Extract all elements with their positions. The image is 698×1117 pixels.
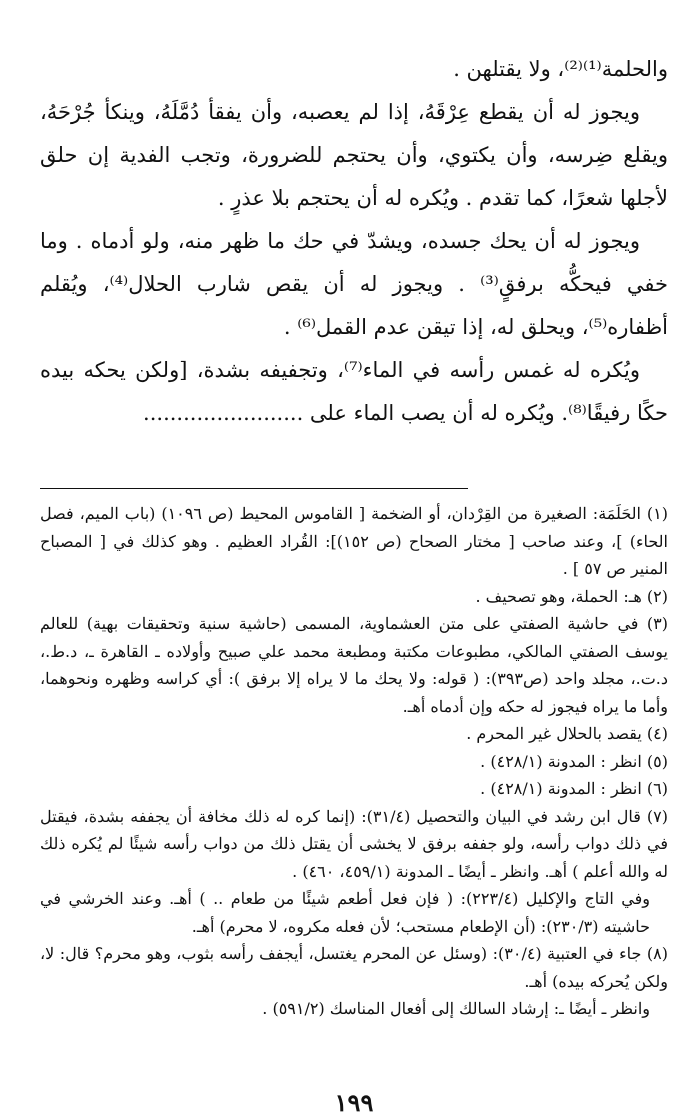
page-number: ١٩٩	[334, 1088, 374, 1117]
footnote-6: (٦) انظر : المدونة (٤٢٨/١) .	[480, 779, 668, 798]
footnote-separator	[40, 488, 468, 489]
footnote-3: (٣) في حاشية الصفتي على متن العشماوية، المسمى (حاشية سنية وتحقيقات بهية) للعالم يوسف الصفتي المالكي، مطبوعات مكتبة ومطبعة محمد علي صبيح وأولاده ـ القاهرة ـ، د.ط.، د.ت.، مجلد واحد (ص٣٩٣): ( قوله: ولا يحك ما لا يراه إلا برفق ): أي كراسه وظهره ونحوهما، وأما ما يراه فيجوز له حكه وإن أدماه أهـ.	[40, 614, 669, 716]
footnote-7: (٧) قال ابن رشد في البيان والتحصيل (٣١/٤): (إنما كره له ذلك مخافة أن يجففه بشدة، فيقتل في ذلك دواب رأسه، ولو جففه برفق لا يخشى أن يقتل ذلك من دواب رأسه شيئًا لم يُكره ذلك له والله أعلم ) أهـ. وانظر ـ أيضًا ـ المدونة (٤٥٩/١، ٤٦٠) .	[40, 806, 669, 881]
paragraph-1: والحلمة⁽¹⁾⁽²⁾، ولا يقتلهن .	[453, 57, 668, 81]
footnote-5: (٥) انظر : المدونة (٤٢٨/١) .	[480, 751, 668, 771]
paragraph-2: ويجوز له أن يقطع عِرْقَهُ، إذا لم يعصبه، وأن يفقأ دُمَّلَهُ، وينكأ جُرْحَهُ، ويقلع ضِرسه، وأن يكتوي، وأن يحتجم للضرورة، وتجب الفدية إن حلق لأجلها شعرًا، كما تقدم . ويُكره له أن يحتجم بلا عذرٍ .	[40, 100, 668, 210]
main-text	[40, 48, 668, 435]
footnote-7-continuation: وفي التاج والإكليل (٢٢٣/٤): ( فإن فعل أطعم شيئًا من طعام .. ) أهـ. وعند الخرشي في حاشيته (٢٣٠/٣): (أن الإطعام مستحب؛ لأن فعله مكروه، لا محرم) أهـ.	[40, 889, 651, 936]
paragraph-4: ويُكره له غمس رأسه في الماء⁽⁷⁾، وتجفيفه بشدة، [ولكن يحكه بيده حكًا رفيقًا⁽⁸⁾. ويُكره له أن يصب الماء على ........................	[40, 358, 668, 425]
footnote-4: (٤) يقصد بالحلال غير المحرم .	[466, 724, 668, 743]
footnote-8-continuation: وانظر ـ أيضًا ـ: إرشاد السالك إلى أفعال المناسك (٥٩١/٢) .	[262, 999, 650, 1018]
paragraph-3: ويجوز له أن يحك جسده، ويشدّ في حك ما ظهر منه، ولو أدماه . وما خفي فيحكُّه برفقٍ⁽³⁾ . ويجوز له أن يقص شارب الحلال⁽⁴⁾، ويُقلم أظفاره⁽⁵⁾، ويحلق له، إذا تيقن عدم القمل⁽⁶⁾ .	[40, 229, 668, 339]
footnote-8: (٨) جاء في العتبية (٣٠/٤): (وسئل عن المحرم يغتسل، أيجفف رأسه بثوب، وهو محرم؟ قال: لا، ولكن يُحركه بيده) أهـ.	[40, 944, 669, 991]
document-page	[40, 48, 669, 1117]
footnote-2: (٢) هـ: الحملة، وهو تصحيف .	[475, 586, 668, 606]
footnotes	[40, 500, 668, 1023]
footnote-1: (١) الحَلَمَة: الصغيرة من القِرْدان، أو الضخمة [ القاموس المحيط (ص ١٠٩٦) (باب الميم، فصل الحاء) ]، وعند صاحب [ مختار الصحاح (ص ١٥٢)]: القُراد العظيم . وهو كذلك في [ المصباح المنير ص ٥٧ ] .	[40, 504, 669, 578]
